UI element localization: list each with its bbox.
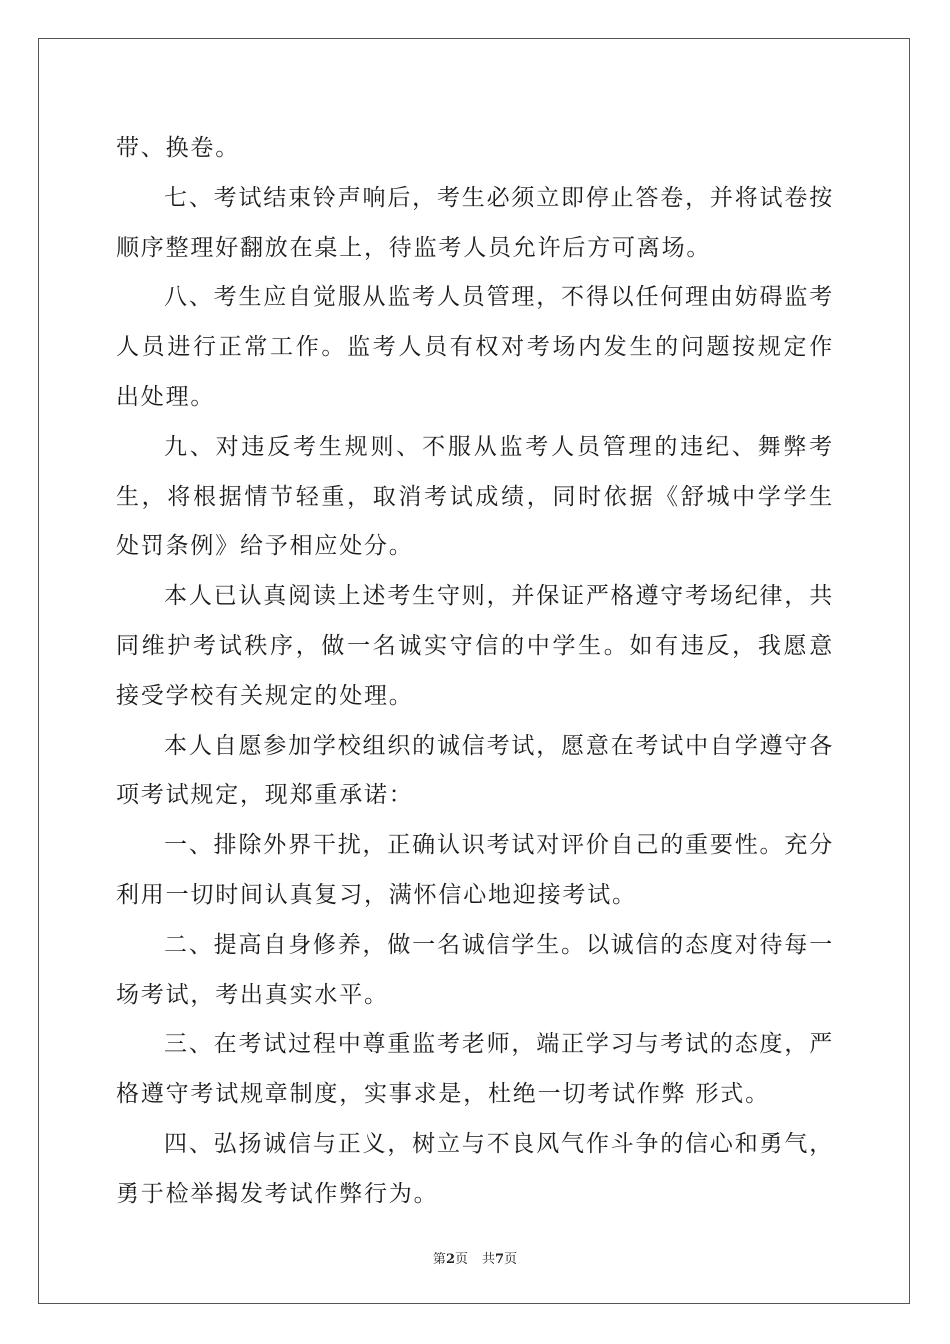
paragraph: 四、弘扬诚信与正义，树立与不良风气作斗争的信心和勇气，勇于检举揭发考试作弊行为。 bbox=[116, 1130, 834, 1207]
paragraph: 八、考生应自觉服从监考人员管理，不得以任何理由妨碍监考人员进行正常工作。监考人员有权对考场内发生的问题按规定作出处理。 bbox=[116, 284, 834, 410]
paragraph: 本人已认真阅读上述考生守则，并保证严格遵守考场纪律，共同维护考试秩序，做一名诚实守信的中学生。如有违反，我愿意接受学校有关规定的处理。 bbox=[116, 583, 834, 709]
page-number-label bbox=[433, 1252, 468, 1267]
paragraph: 九、对违反考生规则、不服从监考人员管理的违纪、舞弊考生，将根据情节轻重，取消考试成绩，同时依据《舒城中学学生处罚条例》给予相应处分。 bbox=[116, 433, 834, 560]
total-pages-label bbox=[482, 1252, 517, 1267]
total-prefix: 共 bbox=[482, 1252, 496, 1267]
paragraph: 三、在考试过程中尊重监考老师，端正学习与考试的态度，严格遵守考试规章制度，实事求是，杜绝一切考试作弊 形式。 bbox=[116, 1031, 834, 1108]
document-body bbox=[116, 124, 834, 1220]
paragraph: 本人自愿参加学校组织的诚信考试，愿意在考试中自学遵守各项考试规定，现郑重承诺： bbox=[116, 732, 834, 809]
paragraph: 七、考试结束铃声响后，考生必须立即停止答卷，并将试卷按顺序整理好翻放在桌上，待监考人员允许后方可离场。 bbox=[116, 184, 834, 261]
page-prefix: 第 bbox=[432, 1252, 446, 1267]
page-number: 2 bbox=[445, 1252, 455, 1267]
paragraph: 带、换卷。 bbox=[116, 135, 240, 161]
total-pages: 7 bbox=[495, 1252, 505, 1267]
page-footer bbox=[0, 1248, 950, 1267]
paragraph: 一、排除外界干扰，正确认识考试对评价自己的重要性。充分利用一切时间认真复习，满怀信心地迎接考试。 bbox=[116, 832, 834, 908]
page-suffix: 页 bbox=[454, 1252, 468, 1267]
total-suffix: 页 bbox=[504, 1252, 518, 1267]
paragraph: 二、提高自身修养，做一名诚信学生。以诚信的态度对待每一场考试，考出真实水平。 bbox=[116, 931, 834, 1008]
